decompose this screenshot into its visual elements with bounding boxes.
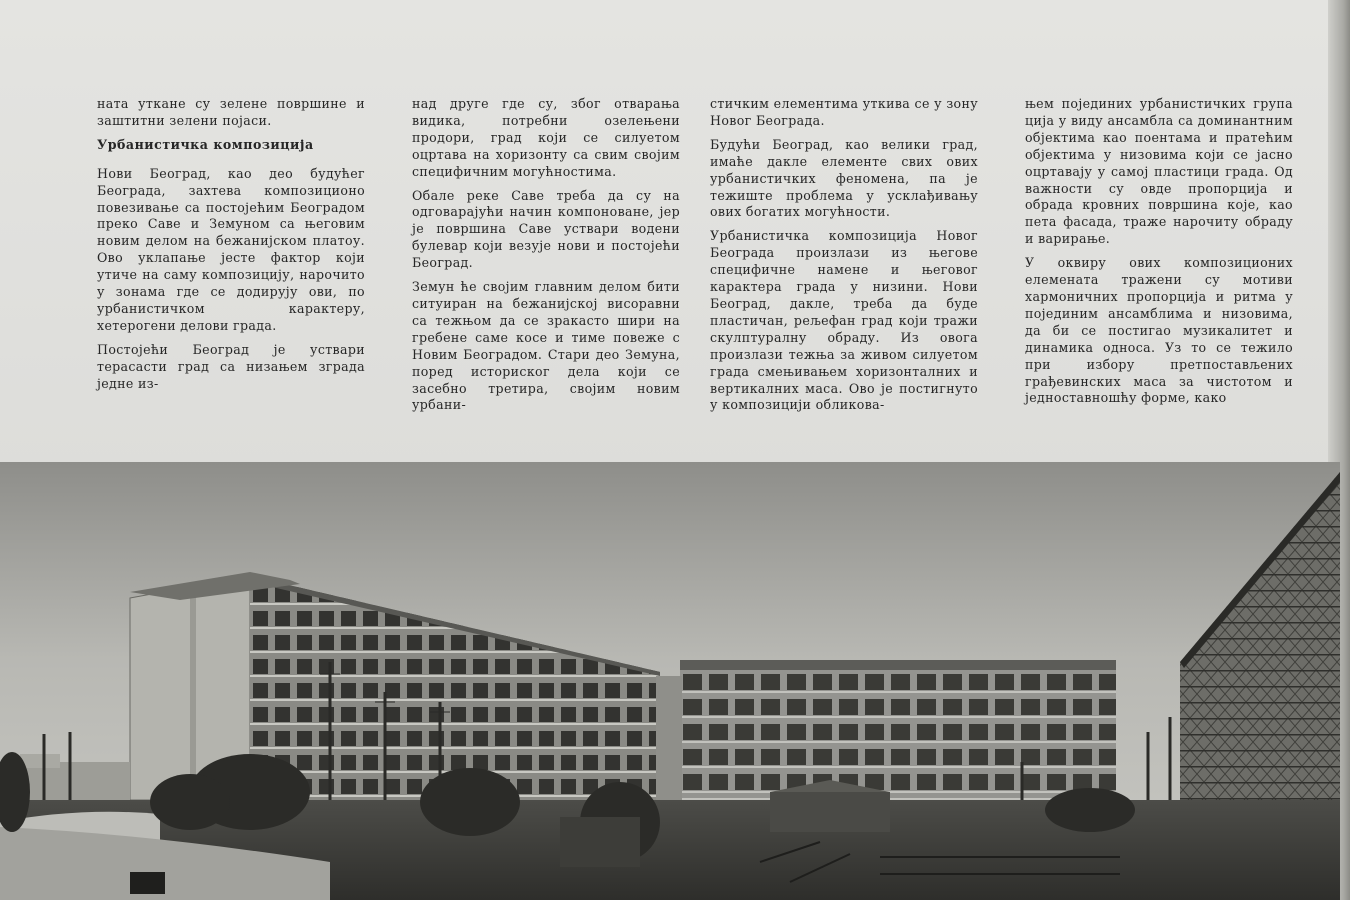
paragraph: Земун ће својим главним делом бити ситуиран на бежанијској висоравни са тежњом да се зракасто шири на гребене саме косе и тиме повеже с Новим Београдом. Стари део Земуна, поред историског дела који се засебно третира, својим новим урбани- <box>412 279 680 413</box>
paragraph: Будући Београд, као велики град, имаће дакле елементе свих ових урбанистичких феномена, па је тежиште проблема у усклађивању ових богатих могућности. <box>710 136 978 220</box>
paragraph: стичким елементима уткива се у зону Новог Београда. <box>710 96 978 128</box>
text-column-3 <box>710 96 978 421</box>
text-column-2 <box>412 96 680 421</box>
section-heading: Урбанистичка композиција <box>97 136 314 152</box>
paragraph: Обале реке Саве треба да су на одговарајући начин компоноване, јер је површина Саве уствари водени булевар који везује нови и постојећи Београд. <box>412 187 680 271</box>
construction-photo-drawing <box>0 462 1340 900</box>
paragraph: њем појединих урбанистичких група ција у виду ансамбла са доминантним објектима као поентама и пратећим објектима у низовима који се јасно оцртавају у самој пластици града. Од важности су овде пропорција и обрада кровних површина које, као пета фасада, траже нарочиту обраду и варирање. <box>1025 96 1293 247</box>
construction-photo <box>0 462 1340 900</box>
text-column-1 <box>97 96 365 400</box>
paragraph: ната уткане су зелене површине и заштитни зелени појаси. <box>97 96 365 128</box>
paragraph: Постојећи Београд је уствари терасасти град са низањем зграда једне из- <box>97 341 365 391</box>
text-column-4 <box>1025 96 1293 414</box>
paragraph: Урбанистичка композиција Новог Београда произлази из његове специфичне намене и његовог карактера града у низини. Нови Београд, дакле, треба да буде пластичан, рељефан град који тражи скулптуралну обраду. Из овога произлази тежња за живом силуетом града смењивањем хоризонталних и вертикалних маса. Ово је постигнуто у композицији обликова- <box>710 228 978 413</box>
paragraph: над друге где су, због отварања видика, потребни озелењени продори, град који се силуетом оцртава на хоризонту са свим својим специфичним могућностима. <box>412 96 680 179</box>
paragraph: Нови Београд, као део будућег Београда, захтева композиционо повезивање са постојећим Београдом преко Саве и Земуном са његовим новим делом на бежанијском платоу. Ово уклапање јесте фактор који утиче на саму композицију, нарочито у зонама где се додирују ови, по урбанистичком карактеру, хетерогени делови града. <box>97 165 365 333</box>
paragraph: У оквиру ових композиционих елемената тражени су мотиви хармоничних пропорција и ритма у појединим ансамблима и низовима, да би се постигао музикалитет и динамика односа. Уз то се тежило при избору претпостављених грађевинских маса за чистотом и једноставношћу форме, како <box>1025 255 1293 406</box>
